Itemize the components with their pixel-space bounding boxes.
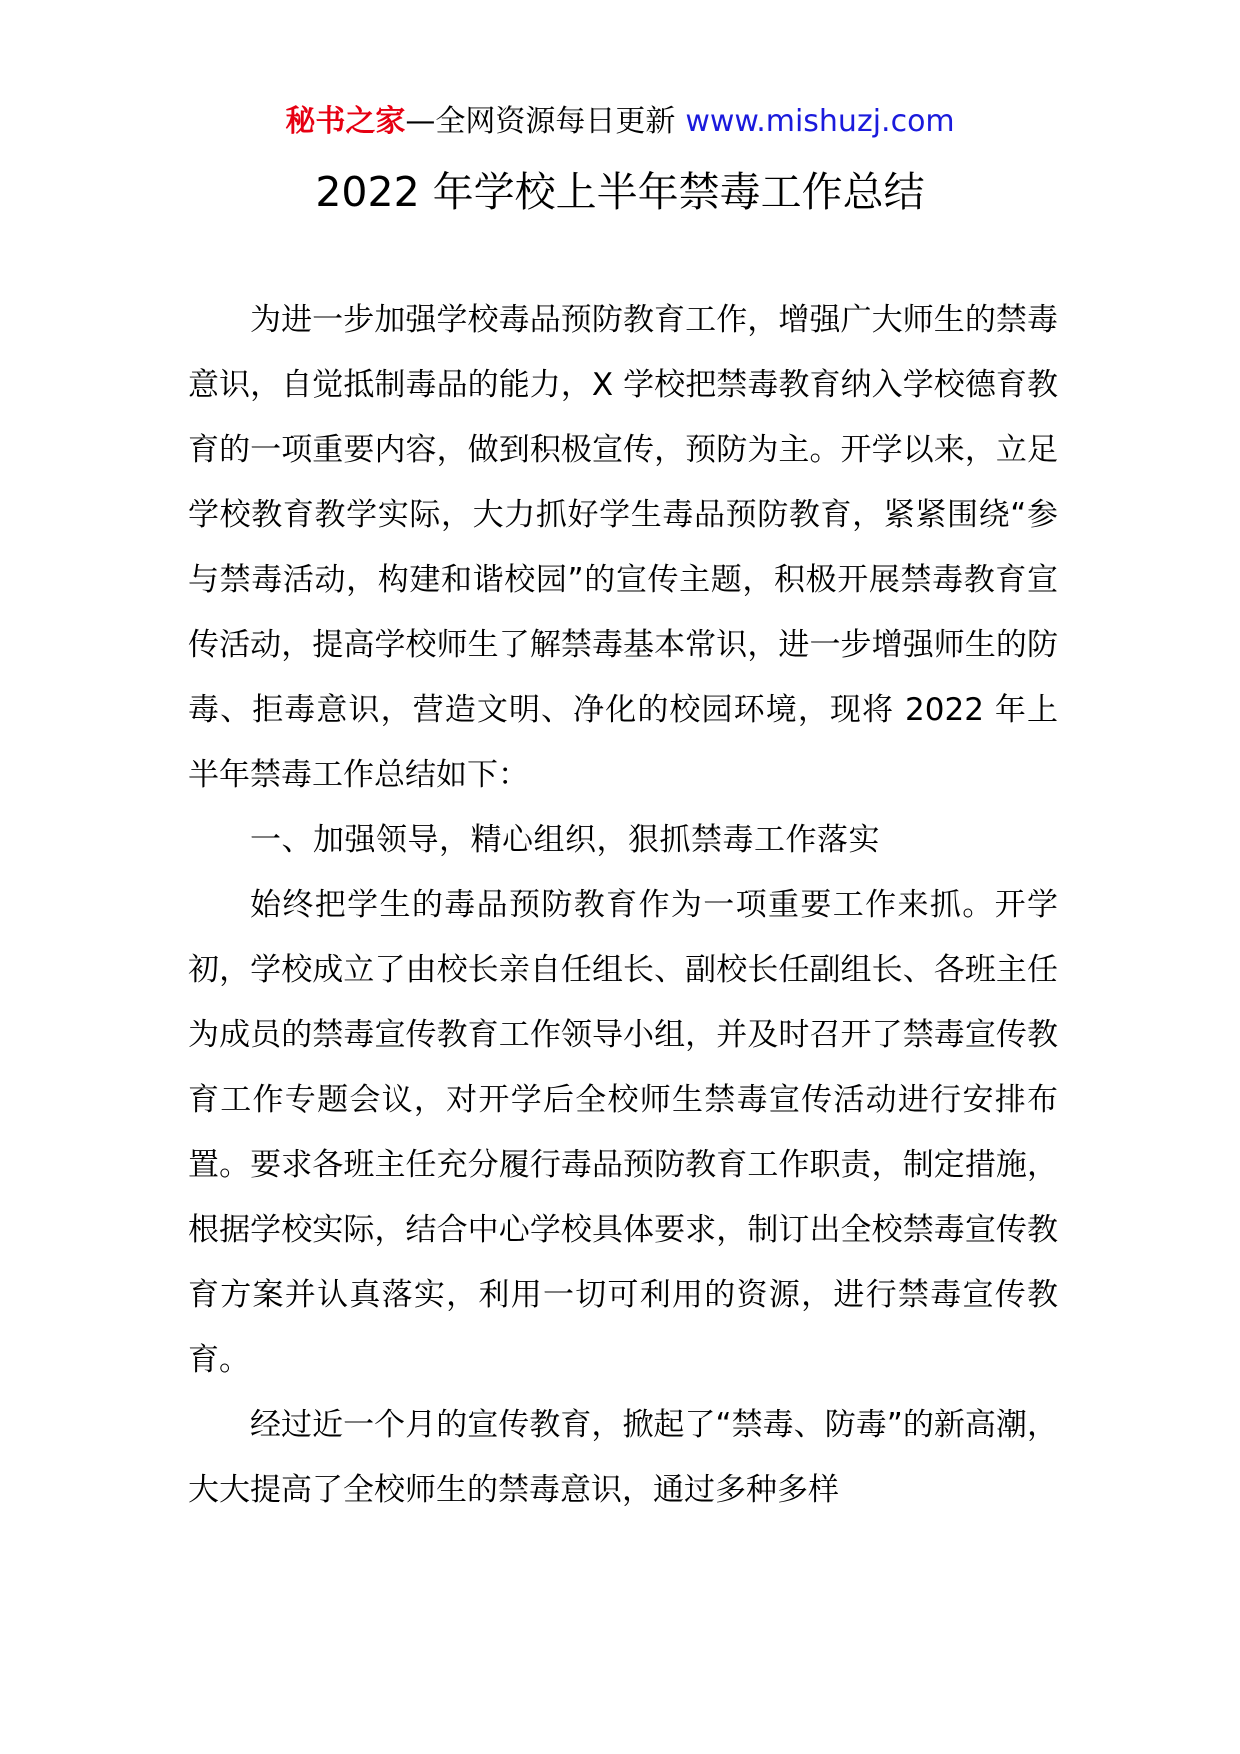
document-title: 2022 年学校上半年禁毒工作总结 xyxy=(315,168,925,216)
paragraph-intro: 为进一步加强学校毒品预防教育工作，增强广大师生的禁毒意识，自觉抵制毒品的能力，X 学校把禁毒教育纳入学校德育教育的一项重要内容，做到积极宣传，预防为主。开学以来，立足学校教育教学实际，大力抓好学生毒品预防教育，紧紧围绕“参与禁毒活动，构建和谐校园”的宣传主题，积极开展禁毒教育宣传活动，提高学校师生了解禁毒基本常识，进一步增强师生的防毒、拒毒意识，营造文明、净化的校园环境，现将 2022 年上半年禁毒工作总结如下： xyxy=(188,302,1058,793)
header-slogan: —全网资源每日更新 xyxy=(405,104,676,139)
paragraph-results: 经过近一个月的宣传教育，掀起了“禁毒、防毒”的新高潮，大大提高了全校师生的禁毒意识，通过多种多样 xyxy=(188,1407,1058,1508)
paragraph-leadership: 始终把学生的毒品预防教育作为一项重要工作来抓。开学初，学校成立了由校长亲自任组长、副校长任副组长、各班主任为成员的禁毒宣传教育工作领导小组，并及时召开了禁毒宣传教育工作专题会议，对开学后全校师生禁毒宣传活动进行安排布置。要求各班主任充分履行毒品预防教育工作职责，制定措施，根据学校实际，结合中心学校具体要求，制订出全校禁毒宣传教育方案并认真落实，利用一切可利用的资源，进行禁毒宣传教育。 xyxy=(188,887,1058,1378)
site-header xyxy=(0,100,1240,144)
section-heading-1: 一、加强领导，精心组织，狠抓禁毒工作落实 xyxy=(250,822,880,858)
brand-name: 秘书之家 xyxy=(285,104,406,139)
site-url-link[interactable]: www.mishuzj.com xyxy=(685,104,955,139)
document-body xyxy=(188,288,1058,1523)
